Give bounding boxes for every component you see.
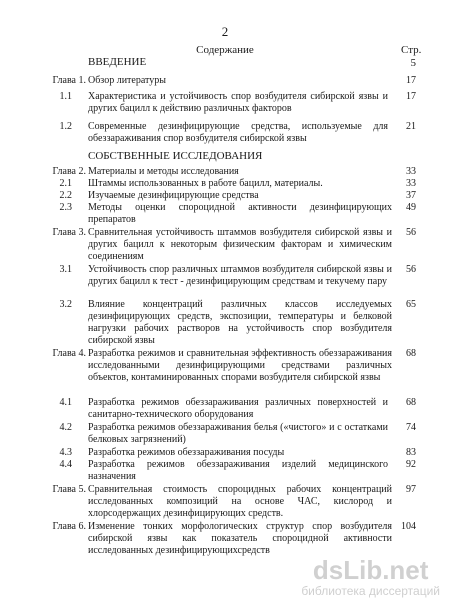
toc-page: 5 <box>410 57 416 69</box>
toc-label: 4.2 <box>59 422 72 433</box>
toc-page: 83 <box>406 447 416 458</box>
watermark-subtitle: библиотека диссертаций <box>301 584 440 598</box>
toc-label: 2.3 <box>59 202 72 213</box>
toc-page: 33 <box>406 178 416 189</box>
toc-text: Изучаемые дезинфицирующие средства <box>88 190 259 201</box>
toc-heading-own-research: СОБСТВЕННЫЕ ИССЛЕДОВАНИЯ <box>88 150 263 162</box>
toc-text: Современные дезинфицирующие средства, используемые для обеззараживания спор возбудителя сибирской язвы <box>88 121 388 144</box>
toc-text: Разработка режимов обеззараживания изделий медицинского назначения <box>88 459 388 482</box>
toc-label: 3.1 <box>59 264 72 275</box>
toc-text: Штаммы использованных в работе бацилл, материалы. <box>88 178 323 189</box>
toc-text: Изменение тонких морфологических структур спор возбудителя сибирской язвы как показатель спороцидной активности исследованных дезинфицирующихсредств <box>88 521 392 556</box>
toc-label: Глава 1. <box>52 75 86 86</box>
toc-label: Глава 6. <box>52 521 86 532</box>
watermark <box>301 555 440 598</box>
toc-label: 1.1 <box>59 91 72 102</box>
toc-text: Разработка режимов обеззараживания различных поверхностей и санитарно-технического оборудования <box>88 397 388 420</box>
toc-page: 92 <box>406 459 416 470</box>
toc-text: Устойчивость спор различных штаммов возбудителя сибирской язвы и других бацилл к тест - дезинфицирующим средствам и текучему пару <box>88 264 392 287</box>
toc-label: Глава 3. <box>52 227 86 238</box>
toc-label: 1.2 <box>59 121 72 132</box>
toc-label: Глава 2. <box>52 166 86 177</box>
toc-text: Влияние концентраций различных классов исследуемых дезинфицирующих средств, экспозиции, температуры и белковой нагрузки рабочих растворов на устойчивость спор возбудителя сибирской язвы <box>88 299 392 346</box>
toc-label: 2.2 <box>59 190 72 201</box>
toc-text: Сравнительная стоимость спороцидных рабочих концентраций исследованных композиций на основе ЧАС, кислород и хлорсодержащих дезинфицирующих средств. <box>88 484 392 519</box>
toc-text: Обзор литературы <box>88 75 166 86</box>
toc-page: 37 <box>406 190 416 201</box>
toc-page: 74 <box>406 422 416 433</box>
toc-text: Разработка режимов обеззараживания белья («чистого» и с остатками белковых загрязнений) <box>88 422 388 445</box>
toc-text: Методы оценки спороцидной активности дезинфицирующих препаратов <box>88 202 392 225</box>
page-column-header: Стр. <box>401 44 422 56</box>
toc-page: 17 <box>406 75 416 86</box>
toc-text: Разработка режимов обеззараживания посуды <box>88 447 285 458</box>
toc-page: 33 <box>406 166 416 177</box>
toc-page: 65 <box>406 299 416 310</box>
toc-page: 68 <box>406 348 416 359</box>
toc-page: 104 <box>401 521 416 532</box>
page-number: 2 <box>221 24 229 39</box>
toc-label: 4.4 <box>59 459 72 470</box>
toc-page: 68 <box>406 397 416 408</box>
toc-label: 4.3 <box>59 447 72 458</box>
watermark-logo: dsLib.net <box>312 555 429 585</box>
toc-text: Характеристика и устойчивость спор возбудителя сибирской язвы и других бацилл к действию различных факторов <box>88 91 388 114</box>
toc-page: 56 <box>406 227 416 238</box>
toc-page: 56 <box>406 264 416 275</box>
toc-text: Сравнительная устойчивость штаммов возбудителя сибирской язвы и других бацилл к некоторым физическим факторам и химическим соединениям <box>88 227 392 262</box>
toc-page: 97 <box>406 484 416 495</box>
toc-page: 49 <box>406 202 416 213</box>
toc-label: Глава 4. <box>52 348 86 359</box>
toc-title: Содержание <box>196 44 254 56</box>
toc-text: Материалы и методы исследования <box>88 166 239 177</box>
toc-label: 4.1 <box>59 397 72 408</box>
toc-page: 21 <box>406 121 416 132</box>
toc-label: 3.2 <box>59 299 72 310</box>
toc-label: Глава 5. <box>52 484 86 495</box>
toc-label: 2.1 <box>59 178 72 189</box>
toc-text: Разработка режимов и сравнительная эффективность обеззараживания исследованными дезинфицирующими средствами различных объектов, контаминированных спорами возбудителя сибирской язвы <box>88 348 392 383</box>
toc-page: 17 <box>406 91 416 102</box>
toc-heading-introduction: ВВЕДЕНИЕ <box>88 56 147 68</box>
